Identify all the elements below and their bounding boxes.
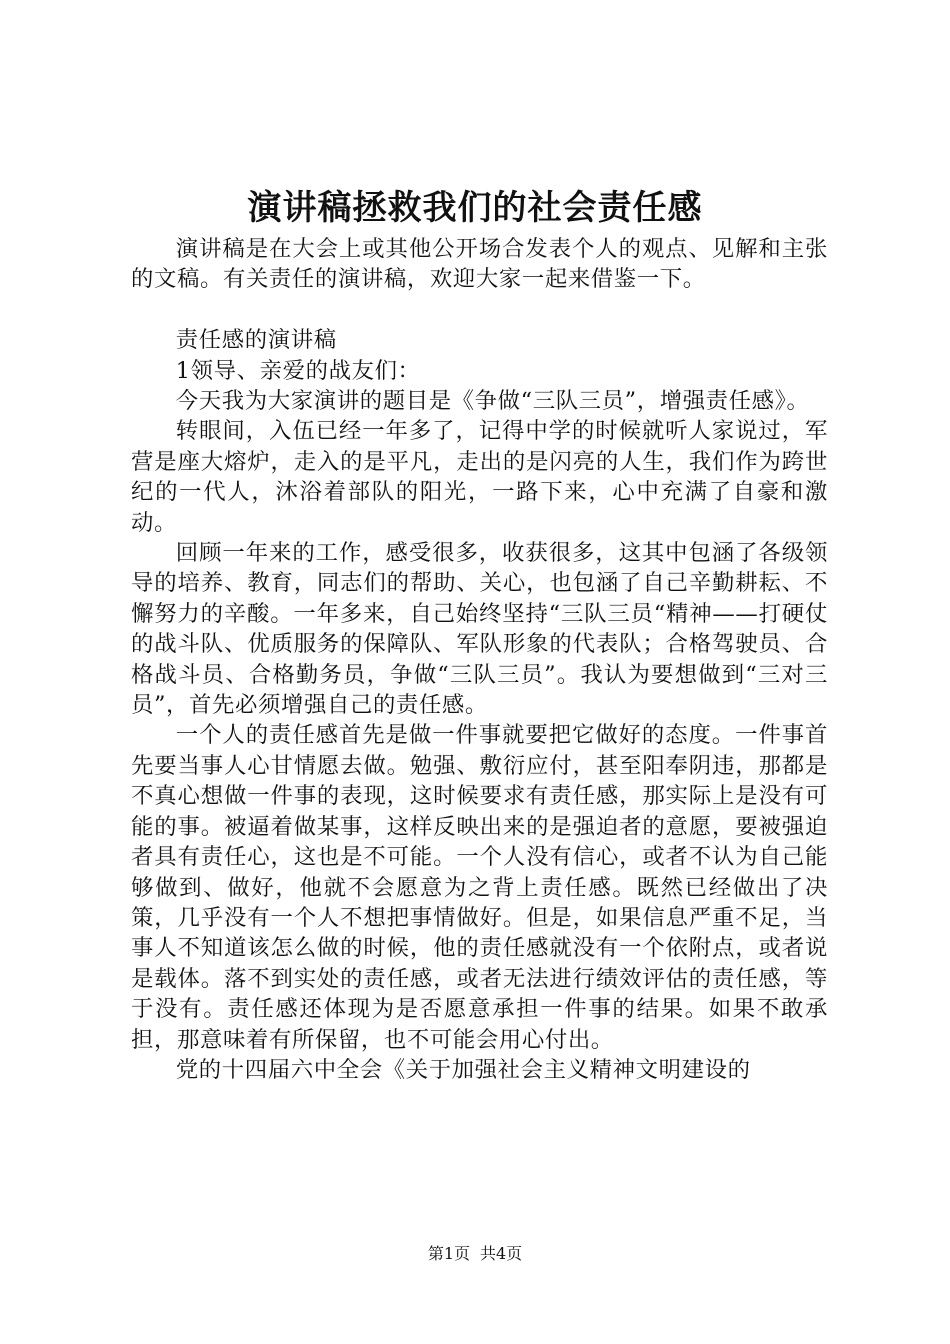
document-title: 演讲稿拯救我们的社会责任感 <box>247 188 703 228</box>
page-total: 共4页 <box>480 1244 523 1263</box>
body-paragraph: 一个人的责任感首先是做一件事就要把它做好的态度。一件事首先要当事人心甘情愿去做。勉强、敷衍应付，甚至阳奉阴违，那都是不真心想做一件事的表现，这时候要求有责任感，那实际上是没有可能的事。被逼着做某事，这样反映出来的是强迫者的意愿，要被强迫者具有责任心，这也是不可能。一个人没有信心，或者不认为自己能够做到、做好，他就不会愿意为之背上责任感。既然已经做出了决策，几乎没有一个人不想把事情做好。但是，如果信息严重不足，当事人不知道该怎么做的时候，他的责任感就没有一个依附点，或者说是载体。落不到实处的责任感，或者无法进行绩效评估的责任感，等于没有。责任感还体现为是否愿意承担一件事的结果。如果不敢承担，那意味着有所保留，也不可能会用心付出。 <box>131 722 828 1053</box>
salutation: 1领导、亲爱的战友们： <box>175 357 421 384</box>
page-footer <box>0 1243 950 1265</box>
body-paragraph: 回顾一年来的工作，感受很多，收获很多，这其中包涵了各级领导的培养、教育，同志们的帮助、关心，也包涵了自己辛勤耕耘、不懈努力的辛酸。一年多来，自己始终坚持“三队三员“精神——打硬仗的战斗队、优质服务的保障队、军队形象的代表队；合格驾驶员、合格战斗员、合格勤务员，争做“三队三员”。我认为要想做到“三对三员”，首先必须增强自己的责任感。 <box>131 540 828 719</box>
section-heading: 责任感的演讲稿 <box>175 327 337 354</box>
intro-paragraph: 演讲稿是在大会上或其他公开场合发表个人的观点、见解和主张的文稿。有关责任的演讲稿，欢迎大家一起来借鉴一下。 <box>131 236 828 293</box>
document-body <box>131 234 828 1085</box>
page-number: 第1页 <box>427 1244 470 1263</box>
body-paragraph: 转眼间，入伍已经一年多了，记得中学的时候就听人家说过，军营是座大熔炉，走入的是平凡，走出的是闪亮的人生，我们作为跨世纪的一代人，沐浴着部队的阳光，一路下来，心中充满了自豪和激动。 <box>131 418 828 536</box>
body-paragraph: 党的十四届六中全会《关于加强社会主义精神文明建设的 <box>175 1056 751 1083</box>
body-paragraph: 今天我为大家演讲的题目是《争做“三队三员”，增强责任感》。 <box>175 388 810 415</box>
